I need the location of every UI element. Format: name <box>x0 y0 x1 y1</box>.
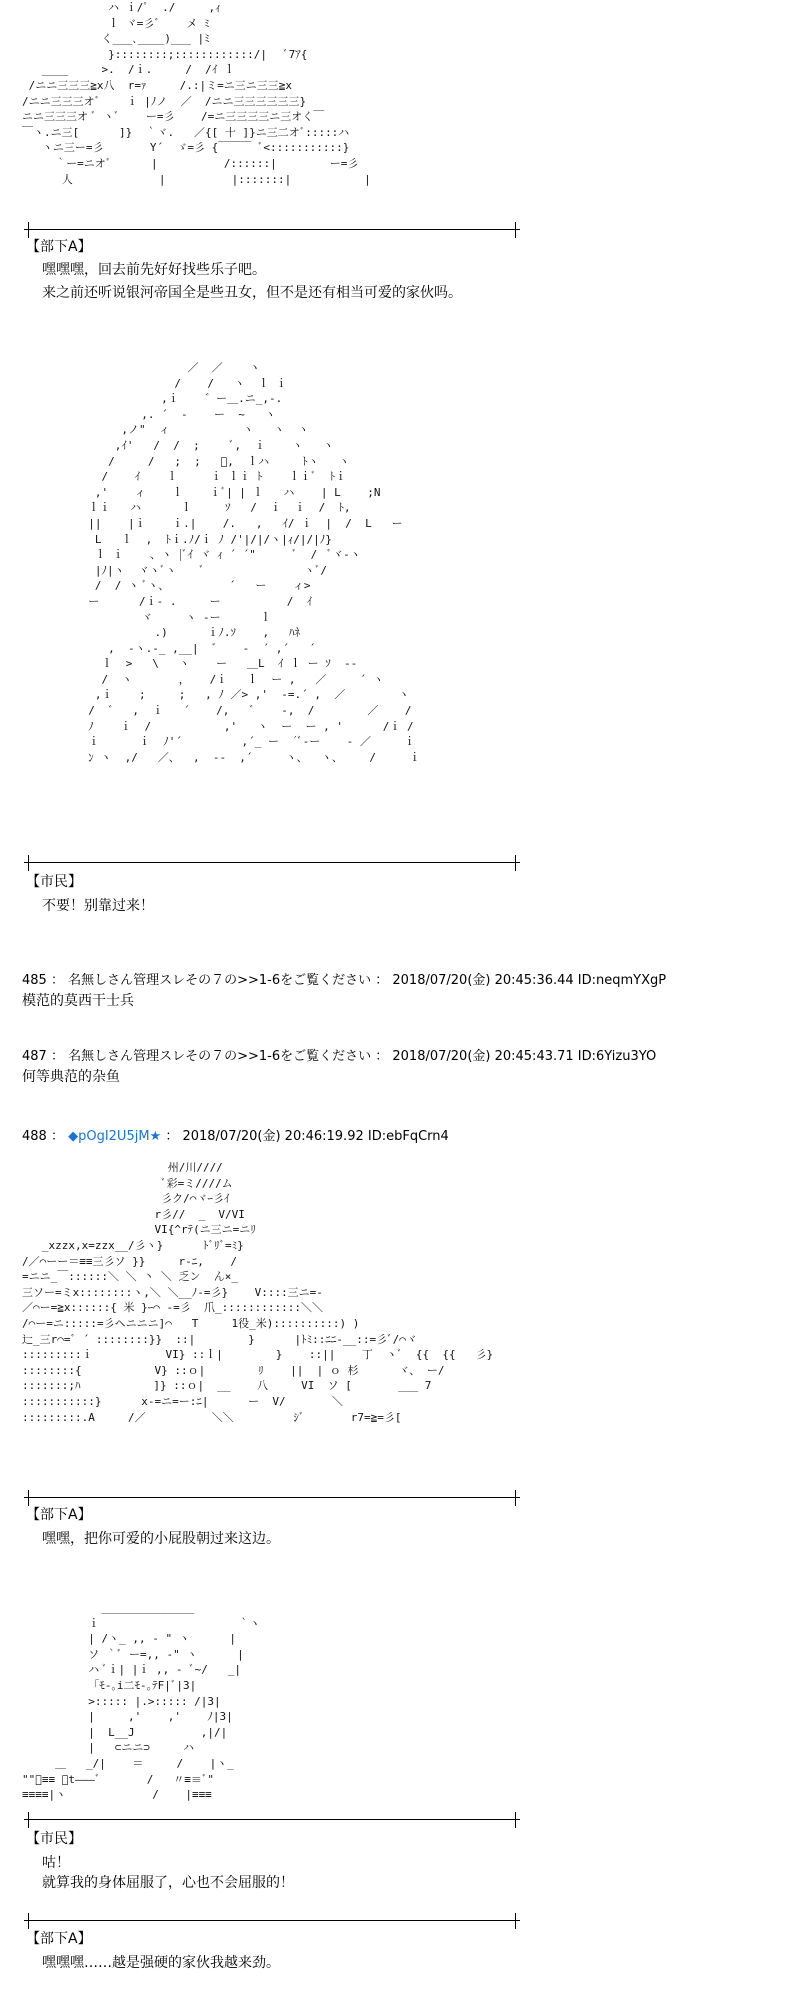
ascii-art-citizen: ／ ／ ヽ / / ヽ ｌ ｉ ,ｉ ゛ー＿.ニ_,-. ,. ´ - ー ~ ヽ ,ノ" ィ ヽ ヽ ヽ ,ｲ' / / ; ﾞ, ｉ ヽ ヽ / / ; ; ﾞ, ｌハ ﾄヽ ヽ / ｲ ｌ ｉ ｌｉ ﾄ ｌｉﾞ ﾄｉ ,' ィ ｌ ｉﾞ| | ｌ ハ | L ;N ｌｉ ハ ｌ ｿ / ｉ ｉ / ﾄ, || |ｉ ｉ.| /. , ｲ/ ｉ | / L ー L ｌ , ﾄｉ.ﾉ/ｉ ﾉ /'|/|/ヽ|ｨ/|/|ﾉ} ｌ ｉ 、ヽ |ﾞｲ ヾ ｨ ´ ´" ﾞ / ﾞヾ-ヽ |ﾉ|ヽ ヾヽﾞヽ ﾞ ヽﾞ/ / / ヽ ﾞヽ、 ´ ー ィ> ー /ｉ‐ . ー / ｲ ヾ ヽ ‐ー ｌ .) ｉﾉ.ｿ , ﾊﾈ , ‐ヽ.‐_ ,__| ゛ - ´ ,´ ´ ｌ > \ ヽ ー ＿L ｲ ｌ ー ｿ ‐‐ / ヽ ， /ｉ ｌ ー , ／ ´ ヽ ,ｉ ; ; , ﾉ ／> ,' ‐=.´ , ／ ヽ / ゛ , ｉ ´ /, ﾞ ‐, / ／ / ﾉ ｉ / ,' ヽ ー ー , ' /ｉ / ｉ ｉ ﾉ'´ ,´_ ー ´ﾞ‐ー ‐ ／ ｉ ﾝ ヽ ,/ ／、 , ‐‐ ,´ ヽ、 ヽ、 / ｉ <box>88 361 421 764</box>
dialogue-line: 就算我的身体屈服了，心也不会屈服的！ <box>42 1875 294 1891</box>
poster-trip[interactable]: ◆pOgI2U5jM <box>68 1129 150 1144</box>
post-header: 488 ： ◆pOgI2U5jM★ ： 2018/07/20(金) 20:46:19.92 ID:ebFqCrn4 <box>22 1129 449 1144</box>
dialogue-line: 来之前还听说银河帝国全是些丑女，但不是还有相当可爱的家伙吗。 <box>42 285 462 301</box>
dialogue-divider <box>24 222 520 238</box>
ascii-art-soldiers: ハ ｉ/ﾟ ./ ,ｨ ｌ ヾ=彡ﾞ メ ﾐ く___､____)___ |ﾐ }::::::::;::::::::::::/| ﾞ7ｱ{ ____ >. /ｉ. / /ｲ ｌ /ニニ三三三≧x八 r=ｧ /.:|ミ=ニ三ニ三三≧x /ニニ三三三オﾞ ｉ |ﾉノ ／ /ニニ三三三三三三} ニニ三三三オ ﾞ ヽﾞ ー=彡 /=ニ三三三三ニ三オく￣ ￣ヽ.ニ三[ ]} ｀ヾ. ／{[ 十 ]}ニ三二オﾞ:::::ハ ヽニ三ー=彡 Y´ ゞ=彡 {￣￣￣ ﾞ<:::::::::::} ｀ー=ニオﾞ | /::::::| ー=彡 人 | |:::::::| | <box>22 1 371 186</box>
post-number[interactable]: 488 <box>22 1129 47 1144</box>
poster-id: ID:neqmYXgP <box>577 973 667 988</box>
speaker-label: 【市民】 <box>26 874 82 890</box>
post-body: 何等典范的杂鱼 <box>22 1069 120 1085</box>
speaker-label: 【部下A】 <box>26 239 92 255</box>
speaker-label: 【市民】 <box>26 1831 82 1847</box>
poster-name: 名無しさん管理スレその７の>>1-6をご覧ください <box>68 973 372 988</box>
dialogue-divider <box>24 1913 520 1929</box>
post-number[interactable]: 487 <box>22 1049 47 1064</box>
post-number[interactable]: 485 <box>22 973 47 988</box>
speaker-label: 【部下A】 <box>26 1931 92 1947</box>
dialogue-divider <box>24 1490 520 1506</box>
dialogue-divider <box>24 855 520 871</box>
dialogue-line: 嘿嘿，把你可爱的小屁股朝过来这边。 <box>42 1531 280 1547</box>
post-datetime: 2018/07/20(金) 20:45:43.71 <box>392 1049 574 1064</box>
poster-id: ID:6Yizu3YO <box>577 1049 657 1064</box>
star-icon: ★ <box>149 1129 162 1144</box>
post-header: 487 ： 名無しさん管理スレその７の>>1-6をご覧ください ： 2018/07/20(金) 20:45:43.71 ID:6Yizu3YO <box>22 1049 657 1064</box>
poster-id: ID:ebFqCrn4 <box>367 1129 449 1144</box>
ascii-art-citizen-face: ______________ ｉ ｀ヽ | /ヽ_ ,, - " ヽ | ソ ｀ﾞ ー=,, ‐" ヽ | ハ ﾞｉ| |ｉ ,, ‐ ﾞ~/ _| 「ﾓ-｡i二ﾓ-｡ﾃF|ﾞ|3| >::::: |.>::::: /|3| | ,' ,' ﾉ|3| | L__J ,|/| | ⊂ニニ⊃ ハ ＿ _/| ＝ / |ヽ_ ""ﾞ≡≡ ﾞt―――ﾞ / 〃≡≡ﾞ" ≡≡≡≡|ヽ / |≡≡≡ <box>22 1601 261 1802</box>
dialogue-divider <box>24 1812 520 1828</box>
dialogue-line: 不要！别靠过来！ <box>42 898 154 914</box>
poster-name: 名無しさん管理スレその７の>>1-6をご覧ください <box>68 1049 372 1064</box>
dialogue-line: 咕！ <box>42 1855 70 1871</box>
ascii-art-soldier-pointing: 州/川//// ﾞ彩=ミ////ム 彡ク/⌒ヾｰ彡ｲ r彡// _ V/VI VI{^rﾃ(ニ三ニ=ニﾘ _xzzx,x=zzx__/彡ヽ} ﾄﾞﾘﾞ=ﾐ} /／⌒ーー＝≡≡三彡ソ }} r-ﾆ, / =ニニ_￣::::::＼ ＼ 丶 ＼ 乏ン ん×_ 三ソー=ミx::::::::ヽ,＼ ＼__ﾉ-=彡} V::::三ニ=- ／⌒ー=≧x::::::{ 米 }ｰ⌒ -=彡 爪_::::::::::::＼＼ /⌒ー=ニ:::::=彡ヘニニニ]⌒ T 1役_米)::::::::::) ) 辷_三r⌒=ﾞ ´ ::::::::}} ::| } |ﾄﾐ::ﾆﾆ-__::=彡ﾞ/⌒ヾ :::::::::ｉ VI} ::ｌ| } ::|| 丁 ヽﾞ {{ {{ 彡} ::::::::{ V} ::ｏ| ﾘ || | ｏ 杉 ヾ、 ー/ :::::::;ﾊ ]} ::ｏ| __ 八 VI ソ [ ___ 7 :::::::::::} x-=ニ=ー:ﾆ| ー V/ ＼ :::::::::.A /／ ＼＼ ｼﾞ r7=≧=彡[ <box>22 1161 494 1424</box>
speaker-label: 【部下A】 <box>26 1507 92 1523</box>
post-header: 485 ： 名無しさん管理スレその７の>>1-6をご覧ください ： 2018/07/20(金) 20:45:36.44 ID:neqmYXgP <box>22 973 667 988</box>
dialogue-line: 嘿嘿嘿……越是强硬的家伙我越来劲。 <box>42 1955 280 1971</box>
dialogue-line: 嘿嘿嘿，回去前先好好找些乐子吧。 <box>42 262 266 278</box>
post-datetime: 2018/07/20(金) 20:46:19.92 <box>182 1129 364 1144</box>
post-body: 模范的莫西干士兵 <box>22 993 134 1009</box>
post-datetime: 2018/07/20(金) 20:45:36.44 <box>392 973 574 988</box>
